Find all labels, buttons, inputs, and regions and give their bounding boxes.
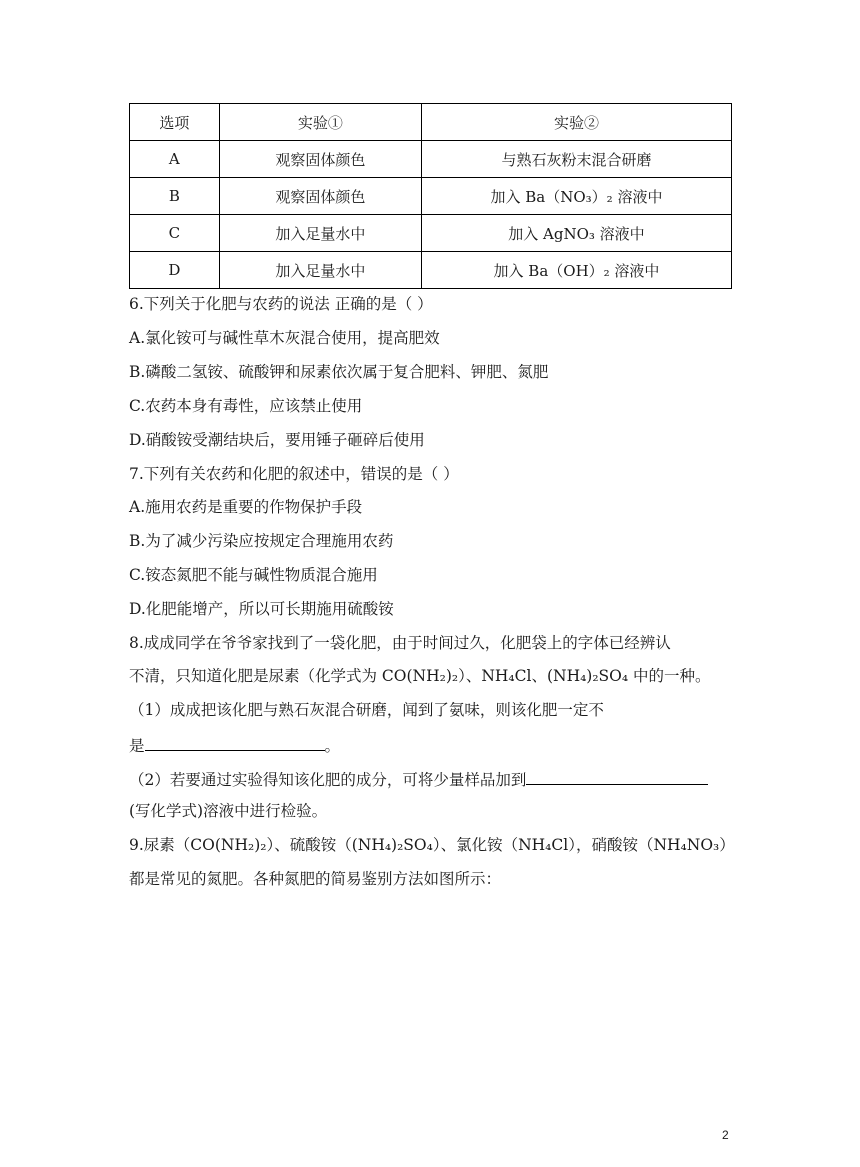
question-6-stem: 6.下列关于化肥与农药的说法 正确的是（ ）: [129, 295, 433, 313]
table-header-row: [130, 104, 732, 141]
table-row: [130, 141, 732, 178]
table-cell: 加入足量水中: [219, 252, 421, 289]
sub-2-text: （2）若要通过实验得知该化肥的成分，可将少量样品加到: [129, 771, 527, 789]
table-header-cell: 选项: [130, 104, 220, 141]
answer-blank-2[interactable]: [526, 768, 708, 785]
table-cell: 加入 Ba（NO₃）₂ 溶液中: [421, 178, 731, 215]
table-cell: 加入 Ba（OH）₂ 溶液中: [421, 252, 731, 289]
q6-option-a: A.氯化铵可与碱性草木灰混合使用，提高肥效: [129, 329, 440, 347]
q6-option-d: D.硝酸铵受潮结块后，要用锤子砸碎后使用: [129, 431, 425, 449]
question-8-sub-1: （1）成成把该化肥与熟石灰混合研磨，闻到了氨味，则该化肥一定不: [129, 701, 604, 719]
table-cell: 观察固体颜色: [219, 178, 421, 215]
table-row: [130, 215, 732, 252]
page-number: 2: [722, 1128, 729, 1142]
q7-option-a: A.施用农药是重要的作物保护手段: [129, 498, 363, 516]
table-cell: C: [130, 215, 220, 252]
table-header-cell: 实验①: [219, 104, 421, 141]
answer-blank-1[interactable]: [145, 734, 325, 751]
table-cell: 与熟石灰粉末混合研磨: [421, 141, 731, 178]
question-8-line-1: 8.成成同学在爷爷家找到了一袋化肥，由于时间过久，化肥袋上的字体已经辨认: [129, 634, 671, 652]
question-7-stem: 7.下列有关农药和化肥的叙述中，错误的是（ ）: [129, 465, 459, 483]
q7-option-d: D.化肥能增产，所以可长期施用硫酸铵: [129, 600, 394, 618]
options-table: [129, 103, 732, 289]
table-cell: B: [130, 178, 220, 215]
q7-option-b: B.为了减少污染应按规定合理施用农药: [129, 532, 394, 550]
question-8-line-2: 不清，只知道化肥是尿素（化学式为 CO(NH₂)₂）、NH₄Cl、(NH₄)₂SO₄ 中的一种。: [129, 667, 711, 685]
table-cell: A: [130, 141, 220, 178]
table-cell: 观察固体颜色: [219, 141, 421, 178]
table-cell: 加入 AgNO₃ 溶液中: [421, 215, 731, 252]
question-8-sub-1-answer: [129, 734, 340, 756]
table-cell: D: [130, 252, 220, 289]
table-cell: 加入足量水中: [219, 215, 421, 252]
question-8-sub-2-line-2: (写化学式)溶液中进行检验。: [129, 802, 328, 820]
q6-option-c: C.农药本身有毒性，应该禁止使用: [129, 397, 363, 415]
answer-suffix: 。: [324, 737, 341, 755]
q6-option-b: B.磷酸二氢铵、硫酸钾和尿素依次属于复合肥料、钾肥、氮肥: [129, 363, 549, 381]
table-header-cell: 实验②: [421, 104, 731, 141]
question-9-line-2: 都是常见的氮肥。各种氮肥的简易鉴别方法如图所示：: [129, 870, 502, 888]
table-row: [130, 252, 732, 289]
table-row: [130, 178, 732, 215]
question-9-line-1: 9.尿素（CO(NH₂)₂）、硫酸铵（(NH₄)₂SO₄）、氯化铵（NH₄Cl），硝酸铵（NH₄NO₃）: [129, 836, 735, 854]
question-8-sub-2: [129, 768, 708, 790]
answer-prefix: 是: [129, 737, 145, 755]
q7-option-c: C.铵态氮肥不能与碱性物质混合施用: [129, 566, 378, 584]
